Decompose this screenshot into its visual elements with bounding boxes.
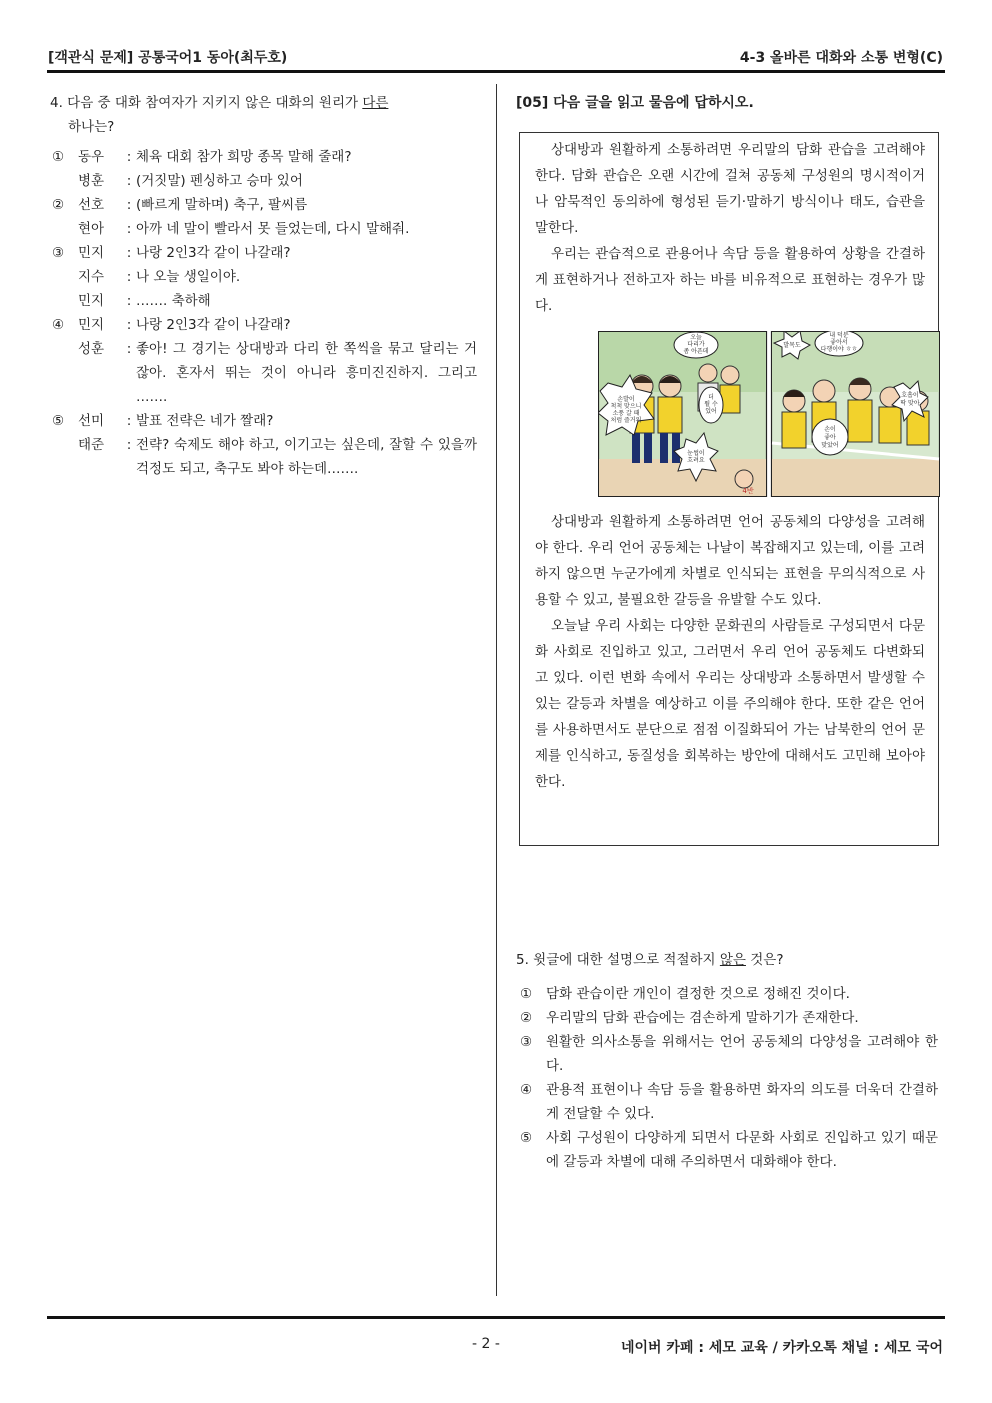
option-number: ② [520,1010,533,1026]
q4-option-4-line-2 [52,337,477,409]
q4-option-5-line-2 [52,433,477,481]
option-number: ② [52,197,65,213]
column-divider [496,84,497,1296]
option-number: ① [52,149,65,165]
comic-bubble-text: 손이 [824,426,836,433]
speaker: 선호 [78,197,105,213]
q5-stem-text: 5. 윗글에 대한 설명으로 적절하지 [516,952,716,968]
comic-bubble-text: 딱 맞아 [900,400,920,407]
passage-top [535,137,925,319]
option-number: ① [520,986,533,1002]
colon: : [126,413,132,429]
comic-bubble-text: 손발이 [617,396,635,403]
comic-bubble-text: 있어 [705,408,717,415]
passage-box [519,132,939,846]
option-number: ③ [520,1034,533,1050]
option-number: ④ [52,317,65,333]
header-left-title: [객관식 문제] 공통국어1 동아(최두호) [48,50,288,66]
comic-bubble-text: 발목도 [783,342,801,349]
utterance: 나 오늘 생일이야. [136,269,241,285]
comic-bubble-text: 척척 맞으니 [610,403,642,410]
colon: : [126,293,132,309]
q4-option-3-line-3 [52,289,477,313]
comic-bubble-text: 좋아 [824,434,836,441]
q4-stem-text: 4. 다음 중 대화 참여자가 지키지 않은 대화의 원리가 [50,95,359,111]
page-number: - 2 - [472,1336,500,1352]
comic-bubble-text: 뛸 수 [704,401,718,408]
q4-option-4[interactable] [52,313,477,337]
passage-paragraph: 상대방과 원활하게 소통하려면 우리말의 담화 관습을 고려해야 한다. 담화 관습은 오랜 시간에 걸쳐 공동체 구성원의 명시적이거나 암묵적인 동의하에 형성된 듣기·말하기 방식이나 태도, 습관을 말한다. [535,142,925,236]
passage-paragraph: 오늘날 우리 사회는 다양한 문화권의 사람들로 구성되면서 다문화 사회로 진입하고 있고, 그러면서 우리 언어 공동체도 다변화되고 있다. 이런 변화 속에서 우리는 상대방과 소통하면서 발생할 수 있는 갈등과 차별을 예상하고 이를 주의해야 한다. 또한 같은 언어를 사용하면서도 분단으로 점점 이질화되어 가는 남북한의 언어 문제를 인식하고, 동질성을 회복하는 방안에 대해서도 고민해 보아야 한다. [535,618,925,790]
comic-bubble-text: 오늘 [690,334,702,341]
comic-bubble-text: 호흡이 [901,392,919,399]
utterance: (빠르게 말하며) 축구, 팔씨름 [136,197,308,213]
utterance: 전략? 숙제도 해야 하고, 이기고는 싶은데, 잘할 수 있을까 걱정도 되고, 축구도 봐야 하는데……. [136,437,477,477]
option-text: 원활한 의사소통을 위해서는 언어 공동체의 다양성을 고려해야 한다. [546,1034,938,1074]
speaker: 병훈 [78,173,105,189]
comic-bubble-text: 다리가 [687,341,705,348]
comic-bubble-text: 다행이야 ㅎㅎ [820,346,858,353]
colon: : [126,245,132,261]
utterance: 체육 대회 참가 희망 종목 말해 줄래? [136,149,352,165]
comic-ground-right [772,459,939,496]
utterance: 발표 전략은 네가 짤래? [136,413,274,429]
footer-rule [47,1316,945,1319]
q4-option-1[interactable] [52,145,477,169]
speaker: 민지 [78,245,105,261]
comic-bubble-text: 내 덕분 [829,332,849,339]
option-text: 사회 구성원이 다양하게 되면서 다문화 사회로 진입하고 있기 때문에 갈등과 차별에 대해 주의하면서 대화해야 한다. [546,1130,938,1170]
comic-bubble-text: 좋아서 [830,339,848,346]
comic-bubble-text: 좀 아픈데 [683,348,709,355]
utterance: 아까 네 말이 빨라서 못 들었는데, 다시 말해줘. [136,221,410,237]
q5-option-2[interactable] [520,1006,938,1030]
option-text: 관용적 표현이나 속담 등을 활용하면 화자의 의도를 더욱더 간결하게 전달할 수 있다. [546,1082,938,1122]
q4-option-3[interactable] [52,241,477,265]
section-title: [05] 다음 글을 읽고 물음에 답하시오. [516,95,754,111]
option-text: 우리말의 담화 관습에는 겸손하게 말하기가 존재한다. [546,1010,859,1026]
comic-bubble-text: 맞았어 [821,442,839,449]
colon: : [126,221,132,237]
q5-option-4[interactable] [520,1078,938,1126]
comic-badge: 4반 [742,487,754,495]
utterance: 나랑 2인3각 같이 나갈래? [136,245,291,261]
q4-stem [50,91,480,139]
utterance: (거짓말) 펜싱하고 승마 있어 [136,173,303,189]
q5-stem [516,948,784,972]
passage-paragraph: 상대방과 원활하게 소통하려면 언어 공동체의 다양성을 고려해야 한다. 우리 언어 공동체는 나날이 복잡해지고 있는데, 이를 고려하지 않으면 누군가에게 차별로 인식되는 표현을 무의식적으로 사용할 수 있고, 불필요한 갈등을 유발할 수도 있다. [535,514,925,608]
q5-option-1[interactable] [520,982,938,1006]
comic-illustration [598,331,940,497]
utterance: 나랑 2인3각 같이 나갈래? [136,317,291,333]
comic-bubble-text: 흐려요 [687,457,705,464]
q4-option-2-line-2 [52,217,477,241]
colon: : [126,197,132,213]
option-number: ④ [520,1082,533,1098]
q4-option-3-line-2 [52,265,477,289]
colon: : [126,269,132,285]
comic-bubble-text: 눈썹이 [687,450,705,457]
colon: : [126,437,132,453]
speaker: 지수 [78,269,105,285]
q4-stem-end: 하나는? [68,119,115,135]
speaker: 민지 [78,293,105,309]
option-number: ⑤ [52,413,65,429]
footer-channel-info: 네이버 카페 : 세모 교육 / 카카오톡 채널 : 세모 국어 [620,1340,943,1356]
option-text: 담화 관습이란 개인이 결정한 것으로 정해진 것이다. [546,986,850,1002]
option-number: ③ [52,245,65,261]
q4-option-1-line-2 [52,169,477,193]
comic-bubble-text: 처럼 즐거워 [610,417,642,424]
comic-bubble-text: 소풍 갈 때 [612,410,640,417]
passage-paragraph: 우리는 관습적으로 관용어나 속담 등을 활용하여 상황을 간결하게 표현하거나 전하고자 하는 바를 비유적으로 표현하는 경우가 많다. [535,246,925,314]
utterance: ……. 축하해 [136,293,211,309]
speaker: 선미 [78,413,105,429]
header-right-title: 4-3 올바른 대화와 소통 변형(C) [739,50,943,66]
q5-option-3[interactable] [520,1030,938,1078]
speaker: 동우 [78,149,105,165]
passage-bottom [535,509,925,795]
q4-options [52,145,477,481]
q5-option-5[interactable] [520,1126,938,1174]
q5-stem-underlined: 않은 [719,952,746,968]
q4-option-5[interactable] [52,409,477,433]
speaker: 성훈 [78,341,105,357]
utterance: 좋아! 그 경기는 상대방과 다리 한 쪽씩을 묶고 달리는 거잖아. 혼자서 뛰는 것이 아니라 흥미진진하지. 그리고 ……. [136,341,477,405]
speaker: 현아 [78,221,105,237]
colon: : [126,317,132,333]
speaker: 민지 [78,317,105,333]
q5-stem-end: 것은? [750,952,784,968]
colon: : [126,149,132,165]
q5-options [520,982,938,1174]
q4-stem-underlined: 다른 [362,95,389,111]
q4-option-2[interactable] [52,193,477,217]
comic-bubble-text: 더 [708,394,714,401]
colon: : [126,173,132,189]
speaker: 태준 [78,437,105,453]
header-rule [47,70,945,73]
colon: : [126,341,132,357]
option-number: ⑤ [520,1130,533,1146]
